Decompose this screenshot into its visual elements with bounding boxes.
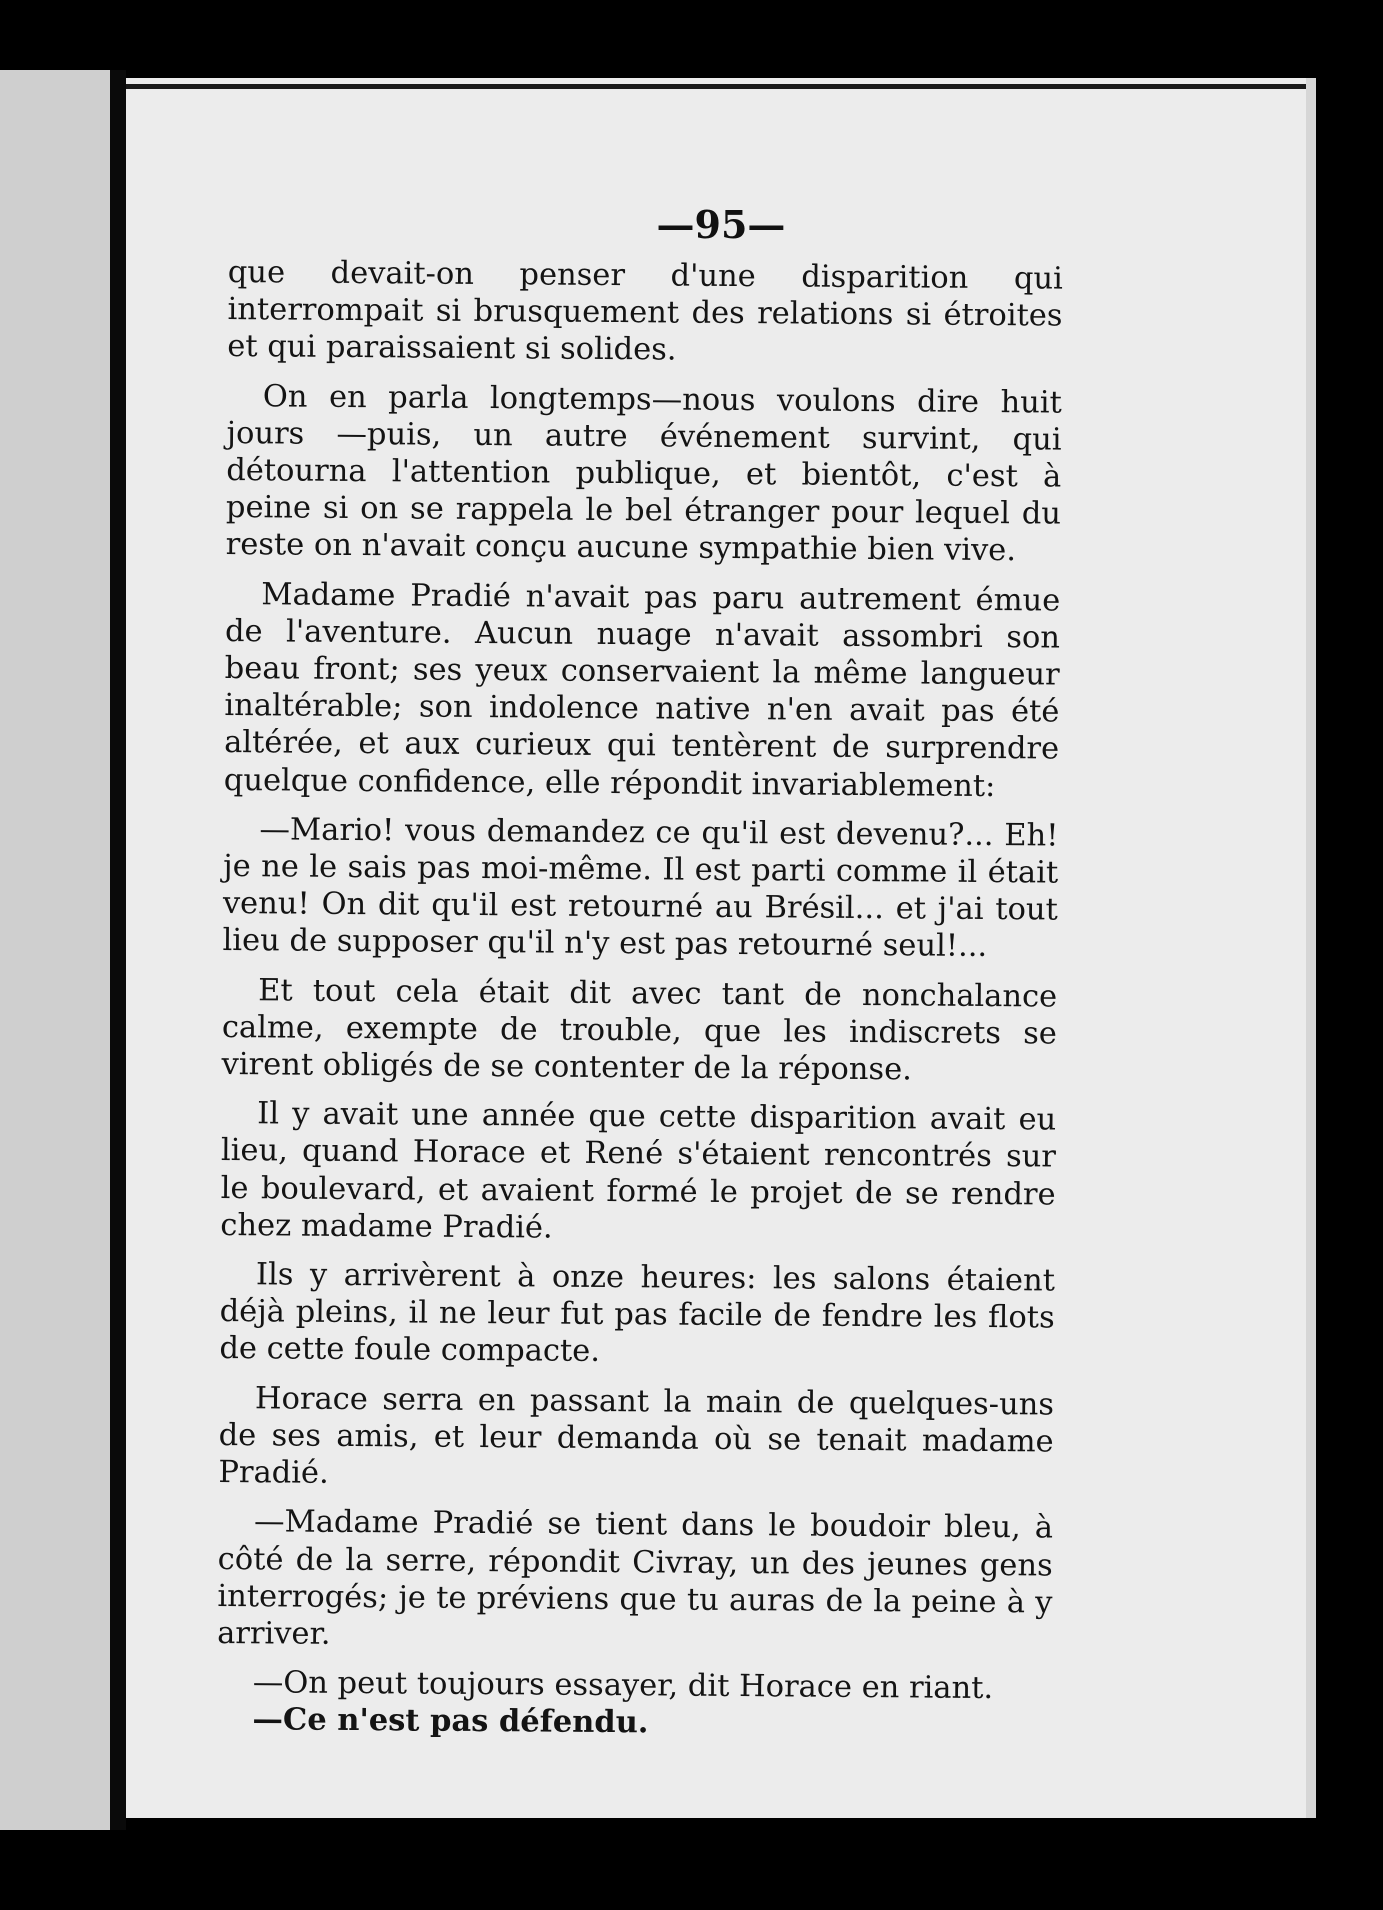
paragraph: que devait-on penser d'une disparition qui interrompait si brusquement des relations si étroites et qui paraissaient si solides. — [227, 254, 1063, 368]
book-page — [126, 78, 1316, 1818]
paragraph: —On peut toujours essayer, dit Horace en riant. — [252, 1665, 994, 1707]
paragraph: —Ce n'est pas défendu. — [252, 1701, 649, 1741]
body-text — [216, 254, 1063, 1745]
paragraph: Horace serra en passant la main de quelques-uns de ses amis, et leur demanda où se tenait madame Pradié. — [218, 1380, 1055, 1491]
paragraph: —Madame Pradié se tient dans le boudoir bleu, à côté de la serre, répondit Civray, un des jeunes gens interrogés; je te préviens que tu auras de la peine à y arriver. — [217, 1504, 1054, 1652]
paragraph: Et tout cela était dit avec tant de nonchalance calme, exempte de trouble, que les indiscrets se virent obligés de se contenter de la réponse. — [221, 972, 1058, 1088]
page-top-edge — [126, 84, 1316, 89]
paragraph: Madame Pradié n'avait pas paru autrement émue de l'aventure. Aucun nuage n'avait assombri son beau front; ses yeux conservaient la même langueur inaltérable; son indolence native n'en avait pas été altérée, et aux curieux qui tentèrent de surprendre quelque confidence, elle répondit invariablement: — [223, 576, 1061, 804]
paragraph: Il y avait une année que cette disparition avait eu lieu, quand Horace et René s'étaient rencontrés sur le boulevard, et avaient formé le projet de se rendre chez madame Pradié. — [220, 1096, 1057, 1246]
book-gutter — [110, 70, 126, 1830]
page-right-edge — [1306, 78, 1316, 1818]
page-number: —95— — [656, 202, 786, 247]
paragraph: Ils y arrivèrent à onze heures: les salons étaient déjà pleins, il ne leur fut pas facile de fendre les flots de cette foule compacte. — [219, 1257, 1056, 1370]
paragraph: On en parla longtemps—nous voulons dire huit jours —puis, un autre événement survint, qui détourna l'attention publique, et bientôt, c'est à peine si on se rappela le bel étranger pour lequel du reste on n'avait conçu aucune sympathie bien vive. — [225, 378, 1062, 569]
facing-page-edge — [0, 70, 118, 1830]
paragraph: —Mario! vous demandez ce qu'il est devenu?... Eh! je ne le sais pas moi-même. Il est parti comme il était venu! On dit qu'il est retourné au Brésil... et j'ai tout lieu de supposer qu'il n'y est pas retourné seul!... — [222, 812, 1059, 965]
